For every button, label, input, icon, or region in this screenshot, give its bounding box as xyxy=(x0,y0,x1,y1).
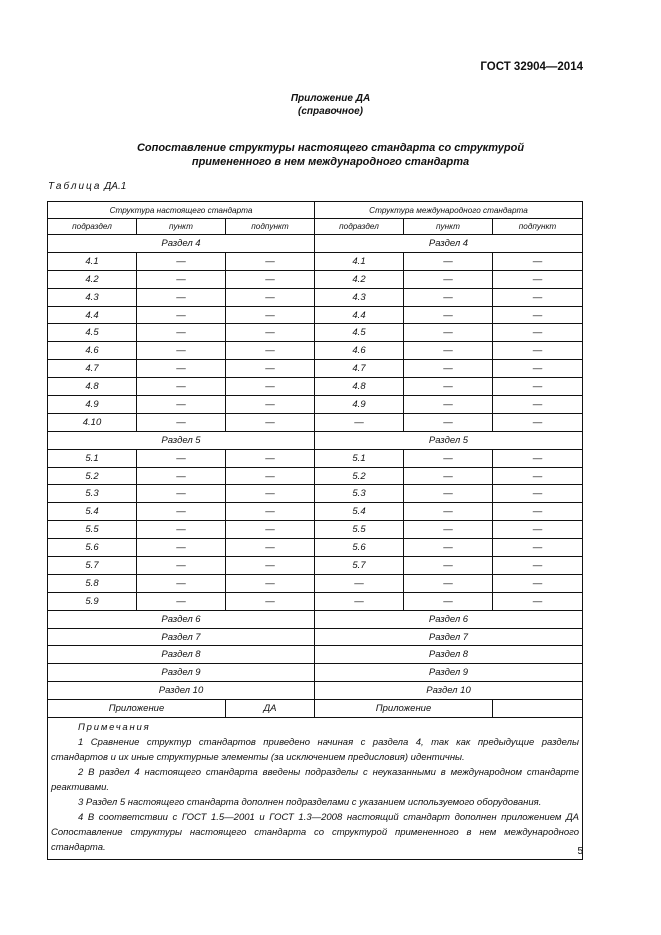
table-cell: — xyxy=(137,413,226,431)
table-cell: 5.2 xyxy=(315,467,404,485)
table-cell: — xyxy=(493,449,583,467)
table-cell: — xyxy=(493,252,583,270)
table-cell: — xyxy=(226,288,315,306)
section-heading xyxy=(0,141,661,169)
table-row xyxy=(48,324,583,342)
table-row xyxy=(48,270,583,288)
table-cell: — xyxy=(493,396,583,414)
table-cell: — xyxy=(404,252,493,270)
table-cell: 4.1 xyxy=(48,252,137,270)
section-pair-row xyxy=(48,610,583,628)
table-cell: 5.3 xyxy=(48,485,137,503)
table-cell: — xyxy=(226,521,315,539)
table-row xyxy=(48,252,583,270)
section-label-national: Раздел 7 xyxy=(48,628,315,646)
table-cell: — xyxy=(137,378,226,396)
table-cell: 5.2 xyxy=(48,467,137,485)
page-number: 5 xyxy=(577,846,583,857)
table-cell: — xyxy=(137,396,226,414)
col-header-subclause-national: подпункт xyxy=(226,219,315,235)
section-label-row xyxy=(48,431,583,449)
table-cell: 4.2 xyxy=(48,270,137,288)
table-cell: 5.9 xyxy=(48,592,137,610)
table-cell: 5.7 xyxy=(315,557,404,575)
table-cell: — xyxy=(404,342,493,360)
table-cell: — xyxy=(315,413,404,431)
table-cell: — xyxy=(404,592,493,610)
table-cell: — xyxy=(226,539,315,557)
annex-subtitle: (справочное) xyxy=(298,106,363,117)
table-caption-id: ДА.1 xyxy=(104,181,127,192)
table-cell: — xyxy=(226,449,315,467)
table-cell: — xyxy=(226,503,315,521)
table-cell: — xyxy=(226,342,315,360)
table-cell: 4.5 xyxy=(315,324,404,342)
table-cell: 4.6 xyxy=(48,342,137,360)
table-cell: — xyxy=(404,378,493,396)
col-header-subsection-national: подраздел xyxy=(48,219,137,235)
col-header-subclause-international: подпункт xyxy=(493,219,583,235)
table-cell: — xyxy=(493,342,583,360)
table-cell: — xyxy=(137,574,226,592)
table-caption xyxy=(48,181,126,192)
table-cell: — xyxy=(137,503,226,521)
table-cell: 4.7 xyxy=(315,360,404,378)
table-cell: 4.5 xyxy=(48,324,137,342)
table-cell: 5.4 xyxy=(315,503,404,521)
table-row xyxy=(48,449,583,467)
table-cell: 5.4 xyxy=(48,503,137,521)
table-cell: — xyxy=(226,270,315,288)
table-row xyxy=(48,413,583,431)
table-row xyxy=(48,467,583,485)
table-cell: 4.3 xyxy=(48,288,137,306)
section-label-international: Раздел 8 xyxy=(315,646,583,664)
table-row xyxy=(48,378,583,396)
table-cell: — xyxy=(137,270,226,288)
table-cell: — xyxy=(404,396,493,414)
table-cell: — xyxy=(404,467,493,485)
table-cell: — xyxy=(404,270,493,288)
notes-row xyxy=(48,718,583,860)
table-cell: — xyxy=(404,306,493,324)
table-cell: 5.1 xyxy=(48,449,137,467)
section-label-international: Раздел 5 xyxy=(315,431,583,449)
appendix-label-international: Приложение xyxy=(315,700,493,718)
table-cell: — xyxy=(226,592,315,610)
section-pair-row xyxy=(48,664,583,682)
table-cell: — xyxy=(493,539,583,557)
table-cell: — xyxy=(404,521,493,539)
table-cell: — xyxy=(404,574,493,592)
table-cell: — xyxy=(493,574,583,592)
section-label-row xyxy=(48,235,583,253)
group-header-international: Структура международного стандарта xyxy=(315,202,583,219)
table-cell: — xyxy=(493,288,583,306)
table-cell: 4.7 xyxy=(48,360,137,378)
table-cell: — xyxy=(493,557,583,575)
comparison-table xyxy=(47,201,583,860)
table-cell: — xyxy=(226,413,315,431)
table-cell: 4.9 xyxy=(48,396,137,414)
annex-title: Приложение ДА xyxy=(290,93,371,104)
table-cell: — xyxy=(404,539,493,557)
table-cell: — xyxy=(226,557,315,575)
table-cell: 4.3 xyxy=(315,288,404,306)
group-header-national: Структура настоящего стандарта xyxy=(48,202,315,219)
notes-cell xyxy=(48,718,583,860)
table-cell: — xyxy=(404,324,493,342)
table-cell: 4.10 xyxy=(48,413,137,431)
table-cell: 5.5 xyxy=(48,521,137,539)
table-cell: — xyxy=(404,413,493,431)
table-cell: — xyxy=(404,503,493,521)
section-label-national: Раздел 6 xyxy=(48,610,315,628)
heading-line-1: Сопоставление структуры настоящего стандарта со структурой xyxy=(136,142,525,154)
table-cell: — xyxy=(493,592,583,610)
table-cell: 4.8 xyxy=(315,378,404,396)
table-body xyxy=(48,202,583,860)
table-row xyxy=(48,503,583,521)
section-label-national: Раздел 5 xyxy=(48,431,315,449)
table-cell: — xyxy=(137,485,226,503)
table-cell: 5.1 xyxy=(315,449,404,467)
table-caption-prefix: Таблица xyxy=(48,181,102,192)
col-header-clause-international: пункт xyxy=(404,219,493,235)
col-header-clause-national: пункт xyxy=(137,219,226,235)
table-cell: — xyxy=(137,360,226,378)
section-label-international: Раздел 6 xyxy=(315,610,583,628)
table-cell: — xyxy=(137,592,226,610)
table-cell: — xyxy=(493,306,583,324)
section-pair-row xyxy=(48,682,583,700)
table-row xyxy=(48,396,583,414)
section-label-international: Раздел 7 xyxy=(315,628,583,646)
table-cell: — xyxy=(493,324,583,342)
table-cell: — xyxy=(137,449,226,467)
table-cell: — xyxy=(137,306,226,324)
group-header-row xyxy=(48,202,583,219)
table-cell: — xyxy=(137,557,226,575)
table-row xyxy=(48,485,583,503)
section-label-international: Раздел 10 xyxy=(315,682,583,700)
table-cell: — xyxy=(315,592,404,610)
section-label-international: Раздел 4 xyxy=(315,235,583,253)
table-cell: 4.1 xyxy=(315,252,404,270)
note-item: 1 Сравнение структур стандартов приведено начиная с раздела 4, так как предыдущие разделы стандартов и их иные структурные элементы (за исключением предисловия) идентичны. xyxy=(51,737,579,764)
table-cell: 4.8 xyxy=(48,378,137,396)
table-row xyxy=(48,521,583,539)
table-cell: 4.4 xyxy=(315,306,404,324)
note-item: 2 В раздел 4 настоящего стандарта введены подразделы с неуказанными в международном стандарте реактивами. xyxy=(51,767,579,794)
table-cell: — xyxy=(226,360,315,378)
table-cell: — xyxy=(137,288,226,306)
table-cell: — xyxy=(493,270,583,288)
appendix-value-international xyxy=(493,700,583,718)
table-cell: 4.6 xyxy=(315,342,404,360)
table-cell: 4.9 xyxy=(315,396,404,414)
table-cell: 4.2 xyxy=(315,270,404,288)
section-label-national: Раздел 10 xyxy=(48,682,315,700)
table-cell: — xyxy=(226,485,315,503)
appendix-row xyxy=(48,700,583,718)
table-row xyxy=(48,342,583,360)
table-cell: — xyxy=(226,467,315,485)
table-cell: 5.5 xyxy=(315,521,404,539)
table-cell: 4.4 xyxy=(48,306,137,324)
table-cell: — xyxy=(493,485,583,503)
note-item: 3 Раздел 5 настоящего стандарта дополнен подразделами с указанием используемого оборудования. xyxy=(78,797,542,809)
table-cell: — xyxy=(137,521,226,539)
table-cell: 5.6 xyxy=(48,539,137,557)
table-row xyxy=(48,306,583,324)
heading-line-2: примененного в нем международного стандарта xyxy=(191,156,470,168)
document-code: ГОСТ 32904—2014 xyxy=(480,61,583,73)
section-pair-row xyxy=(48,646,583,664)
section-pair-row xyxy=(48,628,583,646)
table-row xyxy=(48,592,583,610)
section-label-national: Раздел 9 xyxy=(48,664,315,682)
table-row xyxy=(48,360,583,378)
section-label-national: Раздел 8 xyxy=(48,646,315,664)
table-cell: — xyxy=(137,467,226,485)
table-cell: — xyxy=(493,503,583,521)
appendix-value-national: ДА xyxy=(226,700,315,718)
section-label-national: Раздел 4 xyxy=(48,235,315,253)
table-cell: — xyxy=(404,449,493,467)
table-row xyxy=(48,539,583,557)
table-cell: — xyxy=(226,252,315,270)
table-cell: — xyxy=(404,557,493,575)
table-cell: — xyxy=(493,521,583,539)
column-header-row xyxy=(48,219,583,235)
table-cell: — xyxy=(493,413,583,431)
table-cell: 5.8 xyxy=(48,574,137,592)
table-cell: — xyxy=(226,396,315,414)
table-cell: — xyxy=(137,539,226,557)
table-cell: — xyxy=(226,378,315,396)
table-cell: — xyxy=(137,324,226,342)
note-item: 4 В соответствии с ГОСТ 1.5—2001 и ГОСТ 1.3—2008 настоящий стандарт дополнен приложением ДА Сопоставление структуры настоящего стандарта со структурой примененного в нем международного стандарта. xyxy=(51,812,579,854)
appendix-label-national: Приложение xyxy=(48,700,226,718)
table-cell: — xyxy=(226,306,315,324)
table-cell: — xyxy=(137,342,226,360)
comparison-table-container xyxy=(47,201,582,860)
table-cell: — xyxy=(493,467,583,485)
table-cell: — xyxy=(226,324,315,342)
table-cell: — xyxy=(404,360,493,378)
table-cell: — xyxy=(315,574,404,592)
table-cell: — xyxy=(226,574,315,592)
section-label-international: Раздел 9 xyxy=(315,664,583,682)
notes-title: Примечания xyxy=(78,722,151,734)
table-cell: 5.3 xyxy=(315,485,404,503)
table-row xyxy=(48,574,583,592)
table-cell: 5.6 xyxy=(315,539,404,557)
table-cell: — xyxy=(493,360,583,378)
col-header-subsection-international: подраздел xyxy=(315,219,404,235)
table-cell: — xyxy=(137,252,226,270)
table-cell: — xyxy=(404,288,493,306)
table-row xyxy=(48,288,583,306)
table-cell: — xyxy=(404,485,493,503)
table-cell: — xyxy=(493,378,583,396)
table-row xyxy=(48,557,583,575)
annex-heading xyxy=(0,92,661,118)
table-cell: 5.7 xyxy=(48,557,137,575)
